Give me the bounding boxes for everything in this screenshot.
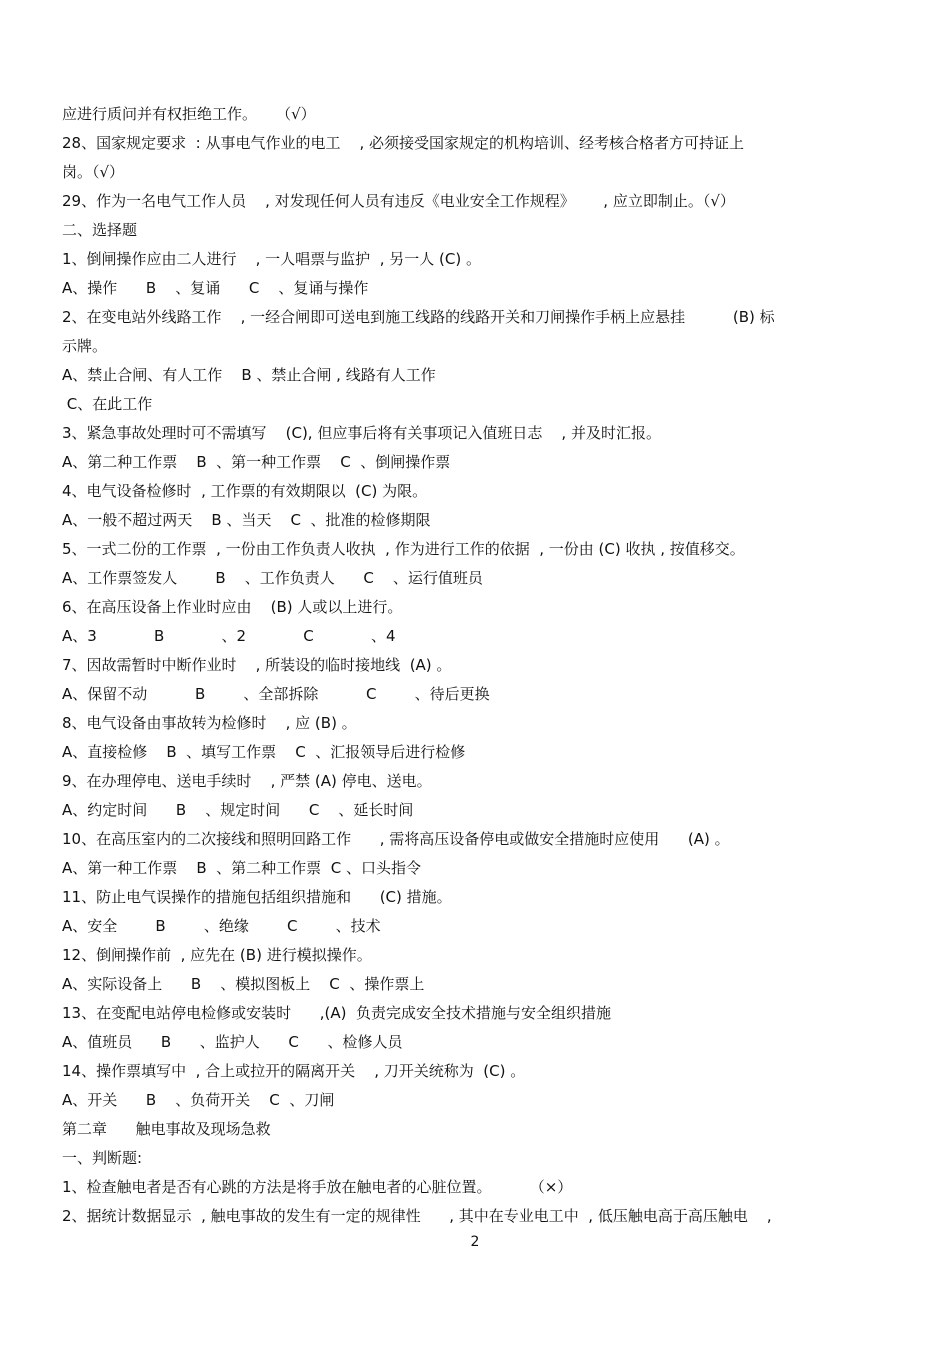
text-line: 一、判断题: [62,1149,143,1167]
text-line: A、禁止合闸、有人工作 B 、禁止合闸 , 线路有人工作 [62,366,436,384]
text-line: 29、作为一名电气工作人员 , 对发现任何人员有违反《电业安全工作规程》 , 应立即制止。（√） [62,192,735,210]
text-line: 6、在高压设备上作业时应由 (B) 人或以上进行。 [62,598,403,616]
text-line: 1、倒闸操作应由二人进行 , 一人唱票与监护 , 另一人 (C) 。 [62,250,481,268]
text-line: 7、因故需暂时中断作业时 , 所装设的临时接地线 (A) 。 [62,656,452,674]
text-line: A、值班员 B 、监护人 C 、检修人员 [62,1033,403,1051]
text-line: A、第一种工作票 B 、第二种工作票 C 、口头指令 [62,859,421,877]
text-line: 12、倒闸操作前 , 应先在 (B) 进行模拟操作。 [62,946,372,964]
text-line: A、保留不动 B 、全部拆除 C 、待后更换 [62,685,490,703]
text-line: 第二章 触电事故及现场急救 [62,1120,271,1138]
text-line: A、操作 B 、复诵 C 、复诵与操作 [62,279,369,297]
text-line: 二、选择题 [62,221,138,239]
text-line: 2、在变电站外线路工作 , 一经合闸即可送电到施工线路的线路开关和刀闸操作手柄上应悬挂 (B) 标 [62,308,775,326]
text-line: 13、在变配电站停电检修或安装时 ,(A) 负责完成安全技术措施与安全组织措施 [62,1004,611,1022]
document-body [62,100,902,1231]
text-line: 10、在高压室内的二次接线和照明回路工作 , 需将高压设备停电或做安全措施时应使用 (A) 。 [62,830,730,848]
text-line: A、第二种工作票 B 、第一种工作票 C 、倒闸操作票 [62,453,451,471]
text-line: A、安全 B 、绝缘 C 、技术 [62,917,381,935]
text-line: A、开关 B 、负荷开关 C 、刀闸 [62,1091,335,1109]
text-line: 3、紧急事故处理时可不需填写 (C), 但应事后将有关事项记入值班日志 , 并及时汇报。 [62,424,661,442]
text-line: 14、操作票填写中 , 合上或拉开的隔离开关 , 刀开关统称为 (C) 。 [62,1062,526,1080]
text-line: 示牌。 [62,337,108,355]
text-line: 岗。（√） [62,163,125,181]
text-line: 5、一式二份的工作票 , 一份由工作负责人收执 , 作为进行工作的依据 , 一份由 (C) 收执 , 按值移交。 [62,540,745,558]
text-line: 11、防止电气误操作的措施包括组织措施和 (C) 措施。 [62,888,452,906]
text-line: A、实际设备上 B 、模拟图板上 C 、操作票上 [62,975,425,993]
page-number: 2 [470,1234,480,1250]
text-line: 1、检查触电者是否有心跳的方法是将手放在触电者的心脏位置。 （×） [62,1178,573,1196]
text-line: A、一般不超过两天 B 、当天 C 、批准的检修期限 [62,511,431,529]
text-line: 28、国家规定要求 : 从事电气作业的电工 , 必须接受国家规定的机构培训、经考核合格者方可持证上 [62,134,745,152]
text-line: C、在此工作 [62,395,153,413]
text-line: 应进行质问并有权拒绝工作。 （√） [62,105,316,123]
text-line: A、3 B 、2 C 、4 [62,627,396,645]
text-line: 8、电气设备由事故转为检修时 , 应 (B) 。 [62,714,357,732]
text-line: A、工作票签发人 B 、工作负责人 C 、运行值班员 [62,569,483,587]
text-line: 9、在办理停电、送电手续时 , 严禁 (A) 停电、送电。 [62,772,432,790]
text-line: A、直接检修 B 、填写工作票 C 、汇报领导后进行检修 [62,743,466,761]
text-line: A、约定时间 B 、规定时间 C 、延长时间 [62,801,414,819]
text-line: 4、电气设备检修时 , 工作票的有效期限以 (C) 为限。 [62,482,428,500]
text-line: 2、据统计数据显示 , 触电事故的发生有一定的规律性 , 其中在专业电工中 , 低压触电高于高压触电 , [62,1207,772,1225]
